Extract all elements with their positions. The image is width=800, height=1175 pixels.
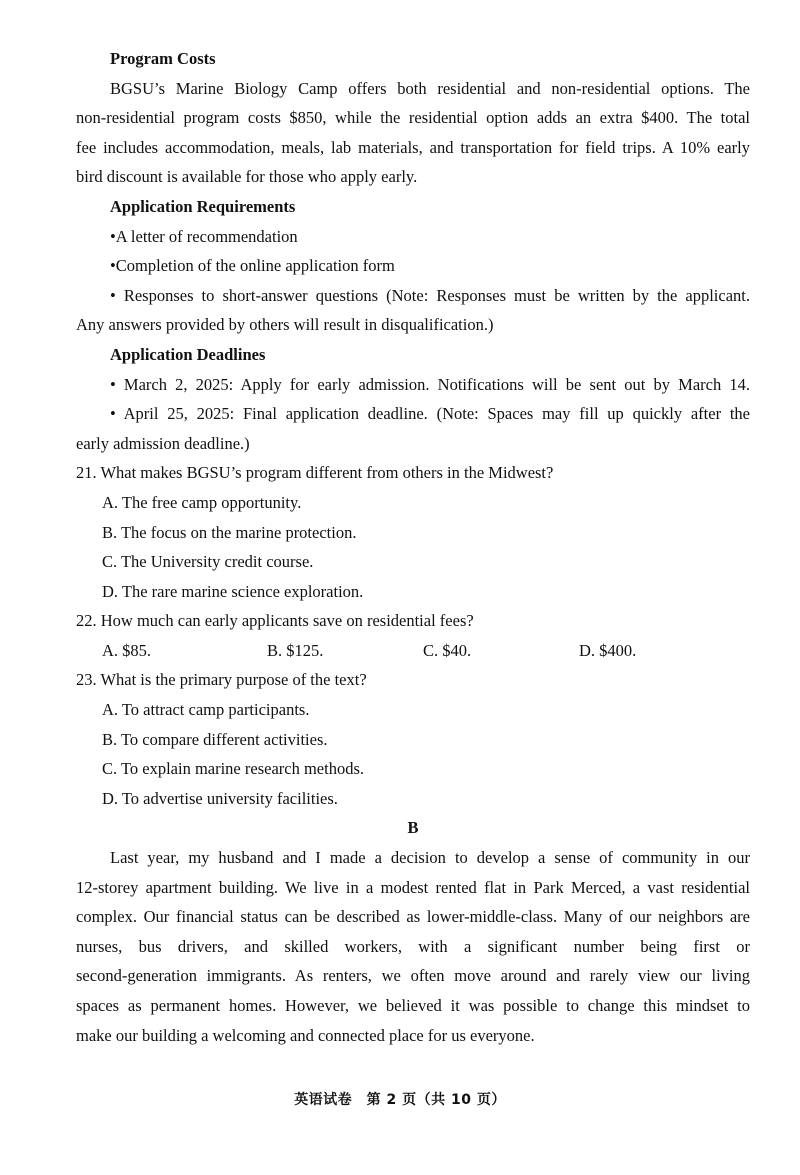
requirement-item: •Completion of the online application form [110, 256, 395, 276]
answer-options-row [76, 636, 750, 666]
answer-option-d: D. The rare marine science exploration. [102, 581, 364, 601]
passage-line: second-generation immigrants. As renters, we often move around and rarely view our living [76, 966, 750, 986]
question-21 [76, 458, 750, 606]
question-stem: 22. How much can early applicants save on residential fees? [76, 611, 474, 631]
section-b-passage [76, 843, 750, 1050]
answer-option-c: C. $40. [423, 640, 472, 660]
requirement-item-continuation: Any answers provided by others will result in disqualification.) [76, 315, 494, 335]
answer-option-c: C. The University credit course. [102, 552, 314, 572]
costs-line-3: fee includes accommodation, meals, lab materials, and transportation for field trips. A 10% early [76, 137, 750, 157]
deadline-item: • March 2, 2025: Apply for early admission. Notifications will be sent out by March 14. [110, 374, 750, 394]
question-23 [76, 665, 750, 813]
answer-option-d: D. To advertise university facilities. [102, 788, 338, 808]
answer-option-b: B. The focus on the marine protection. [102, 522, 357, 542]
answer-option-b: B. $125. [267, 640, 324, 660]
answer-option-b: B. To compare different activities. [102, 729, 328, 749]
passage-line: Last year, my husband and I made a decision to develop a sense of community in our [110, 848, 750, 868]
answer-option-a: A. To attract camp participants. [102, 700, 310, 720]
answer-option-d: D. $400. [579, 640, 637, 660]
costs-line-2: non-residential program costs $850, while the residential option adds an extra $400. The total [76, 108, 750, 128]
costs-line-4: bird discount is available for those who apply early. [76, 167, 418, 187]
question-stem: 23. What is the primary purpose of the text? [76, 670, 367, 690]
passage-line: complex. Our financial status can be described as lower-middle-class. Many of our neighbors are [76, 907, 750, 927]
requirement-item: • Responses to short-answer questions (Note: Responses must be written by the applicant. [110, 285, 750, 305]
costs-line-1: BGSU’s Marine Biology Camp offers both residential and non-residential options. The [110, 78, 750, 98]
passage-line: nurses, bus drivers, and skilled workers, with a significant number being first or [76, 936, 750, 956]
passage-line: make our building a welcoming and connected place for us everyone. [76, 1025, 535, 1045]
answer-option-a: A. $85. [102, 640, 152, 660]
deadline-item: • April 25, 2025: Final application deadline. (Note: Spaces may fill up quickly after the [110, 404, 750, 424]
question-22 [76, 606, 750, 665]
section-b-label: B [407, 818, 419, 838]
passage-line: spaces as permanent homes. However, we believed it was possible to change this mindset to [76, 996, 750, 1015]
deadline-item-continuation: early admission deadline.) [76, 433, 250, 453]
requirement-item: •A letter of recommendation [110, 226, 298, 246]
section-heading-program-costs: Program Costs [110, 49, 216, 68]
question-stem: 21. What makes BGSU’s program different from others in the Midwest? [76, 463, 554, 483]
answer-option-a: A. The free camp opportunity. [102, 492, 302, 512]
section-heading-requirements: Application Requirements [110, 196, 296, 216]
answer-option-c: C. To explain marine research methods. [102, 759, 365, 779]
exam-page [76, 44, 750, 1050]
section-heading-deadlines: Application Deadlines [110, 344, 266, 364]
page-footer: 英语试卷 第 2 页（共 10 页） [294, 1092, 506, 1108]
passage-line: 12-storey apartment building. We live in a modest rented flat in Park Merced, a vast residential [76, 877, 750, 897]
